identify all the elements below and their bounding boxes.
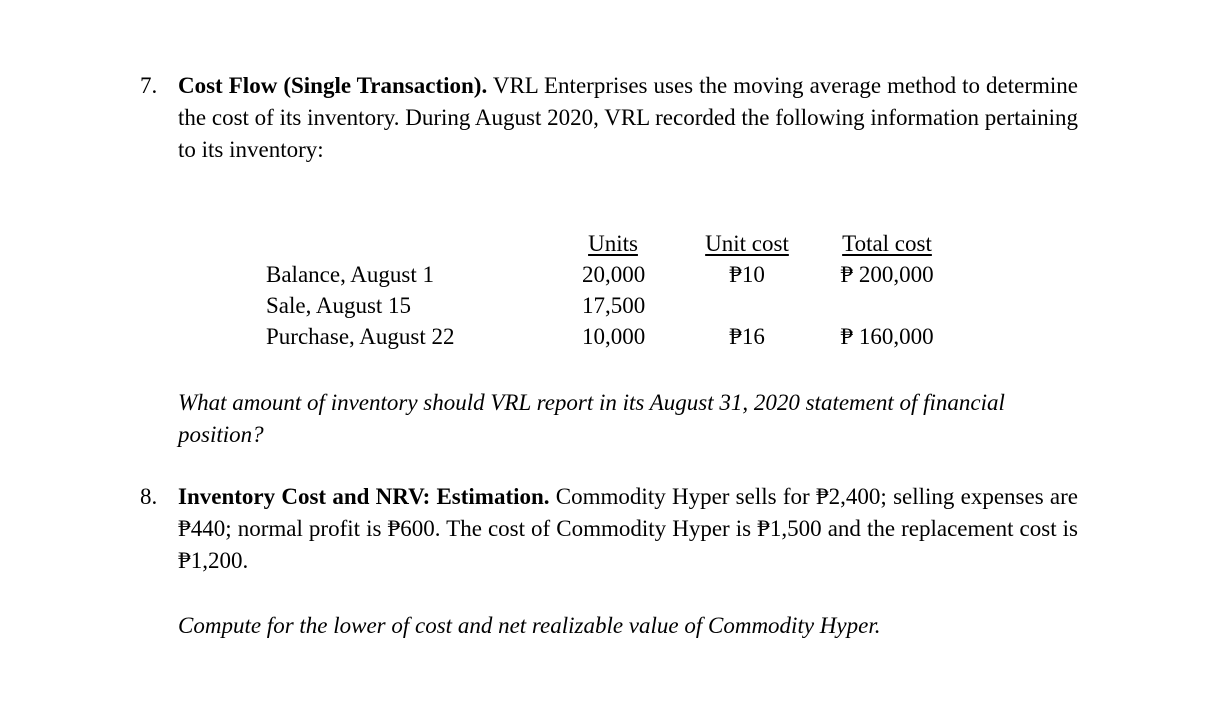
row-purchase-units: 10,000 — [582, 324, 646, 349]
row-purchase-label: Purchase, August 22 — [266, 324, 455, 349]
problem-8-number: 8. — [140, 484, 158, 509]
row-purchase-unit-cost: ₱16 — [729, 324, 765, 349]
problem-7-number: 7. — [140, 73, 158, 98]
inventory-table — [0, 228, 1220, 358]
problem-7-question: What amount of inventory should VRL report in its August 31, 2020 statement of financial position? — [178, 390, 1005, 447]
row-balance-label: Balance, August 1 — [266, 262, 434, 287]
row-sale-label: Sale, August 15 — [266, 293, 412, 318]
row-purchase-total-cost: ₱ 160,000 — [840, 324, 934, 349]
problem-8-title: Inventory Cost and NRV: Estimation. — [178, 484, 550, 509]
row-sale-units: 17,500 — [582, 293, 646, 318]
problem-7-text — [178, 70, 1078, 166]
problem-7-body: VRL Enterprises uses the moving average method to determine the cost of its inventory. During August 2020, VRL recorded the following information pertaining to its inventory: — [178, 73, 1078, 162]
problem-8-body: Commodity Hyper sells for ₱2,400; selling expenses are ₱440; normal profit is ₱600. The cost of Commodity Hyper is ₱1,500 and the replacement cost is ₱1,200. — [178, 484, 1078, 573]
header-unit-cost: Unit cost — [705, 231, 789, 256]
header-units: Units — [588, 231, 638, 256]
header-total-cost: Total cost — [842, 231, 932, 256]
problem-8-question: Compute for the lower of cost and net realizable value of Commodity Hyper. — [178, 613, 881, 638]
row-balance-unit-cost: ₱10 — [729, 262, 765, 287]
row-balance-total-cost: ₱ 200,000 — [840, 262, 934, 287]
problem-7-title: Cost Flow (Single Transaction). — [178, 73, 488, 98]
row-balance-units: 20,000 — [582, 262, 646, 287]
problem-8-text — [178, 481, 1078, 577]
